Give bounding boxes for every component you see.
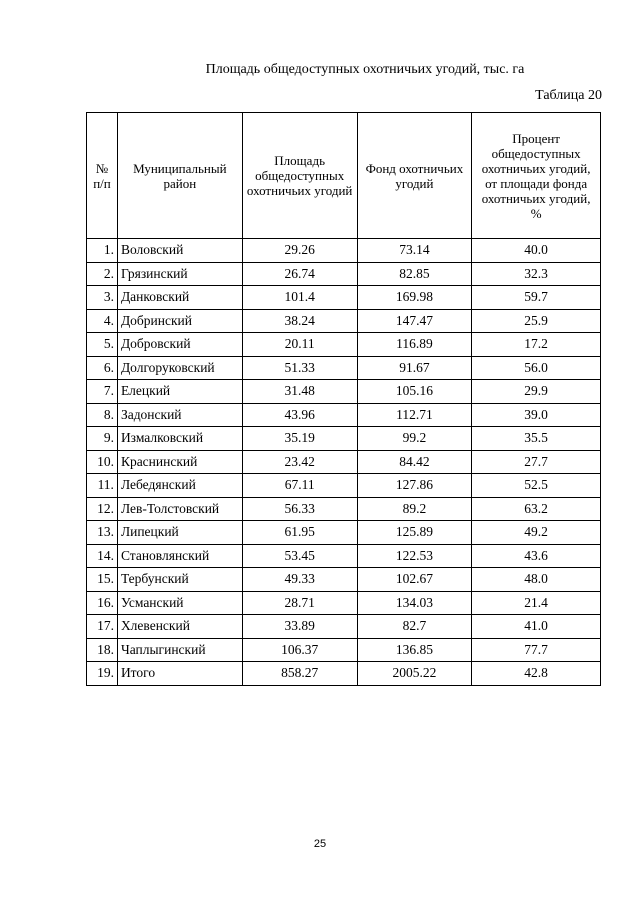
table-row (87, 521, 601, 545)
row-percent: 35.5 (472, 427, 601, 451)
header-district: Муниципальный район (117, 113, 242, 239)
table-body (87, 239, 601, 686)
row-area: 67.11 (242, 474, 357, 498)
row-fund: 2005.22 (357, 662, 472, 686)
row-area: 49.33 (242, 568, 357, 592)
hunting-grounds-table (86, 112, 601, 686)
row-percent: 59.7 (472, 286, 601, 310)
row-district: Лев-Толстовский (117, 497, 242, 521)
row-fund: 122.53 (357, 544, 472, 568)
table-row (87, 615, 601, 639)
table-row (87, 356, 601, 380)
row-number: 16. (87, 591, 118, 615)
row-district: Добровский (117, 333, 242, 357)
row-district: Усманский (117, 591, 242, 615)
row-fund: 105.16 (357, 380, 472, 404)
row-number: 7. (87, 380, 118, 404)
row-number: 9. (87, 427, 118, 451)
row-number: 5. (87, 333, 118, 357)
table-header-row (87, 113, 601, 239)
row-number: 13. (87, 521, 118, 545)
row-percent: 49.2 (472, 521, 601, 545)
row-fund: 147.47 (357, 309, 472, 333)
table-row (87, 239, 601, 263)
row-number: 3. (87, 286, 118, 310)
row-fund: 73.14 (357, 239, 472, 263)
row-area: 31.48 (242, 380, 357, 404)
row-fund: 102.67 (357, 568, 472, 592)
table-row (87, 286, 601, 310)
row-percent: 63.2 (472, 497, 601, 521)
header-fund: Фонд охотничьих угодий (357, 113, 472, 239)
row-area: 20.11 (242, 333, 357, 357)
row-fund: 89.2 (357, 497, 472, 521)
table-label: Таблица 20 (535, 88, 602, 103)
row-area: 26.74 (242, 262, 357, 286)
row-fund: 82.7 (357, 615, 472, 639)
table-row (87, 638, 601, 662)
row-percent: 21.4 (472, 591, 601, 615)
row-percent: 43.6 (472, 544, 601, 568)
row-district: Становлянский (117, 544, 242, 568)
row-number: 1. (87, 239, 118, 263)
row-percent: 77.7 (472, 638, 601, 662)
row-area: 35.19 (242, 427, 357, 451)
row-area: 106.37 (242, 638, 357, 662)
table-row (87, 403, 601, 427)
row-fund: 127.86 (357, 474, 472, 498)
row-district: Краснинский (117, 450, 242, 474)
row-district: Липецкий (117, 521, 242, 545)
row-number: 4. (87, 309, 118, 333)
table-row (87, 568, 601, 592)
row-fund: 84.42 (357, 450, 472, 474)
row-area: 33.89 (242, 615, 357, 639)
row-number: 12. (87, 497, 118, 521)
row-district: Чаплыгинский (117, 638, 242, 662)
row-area: 23.42 (242, 450, 357, 474)
row-number: 11. (87, 474, 118, 498)
row-district: Долгоруковский (117, 356, 242, 380)
row-percent: 52.5 (472, 474, 601, 498)
row-district: Воловский (117, 239, 242, 263)
row-number: 17. (87, 615, 118, 639)
row-number: 8. (87, 403, 118, 427)
table-row (87, 591, 601, 615)
row-fund: 99.2 (357, 427, 472, 451)
row-area: 29.26 (242, 239, 357, 263)
row-fund: 116.89 (357, 333, 472, 357)
row-district: Добринский (117, 309, 242, 333)
row-fund: 136.85 (357, 638, 472, 662)
row-number: 2. (87, 262, 118, 286)
row-area: 56.33 (242, 497, 357, 521)
row-percent: 27.7 (472, 450, 601, 474)
row-percent: 41.0 (472, 615, 601, 639)
row-number: 6. (87, 356, 118, 380)
row-area: 53.45 (242, 544, 357, 568)
table-row (87, 544, 601, 568)
table-row (87, 662, 601, 686)
row-district: Тербунский (117, 568, 242, 592)
header-area: Площадь общедоступных охотничьих угодий (242, 113, 357, 239)
row-percent: 32.3 (472, 262, 601, 286)
row-fund: 169.98 (357, 286, 472, 310)
row-percent: 48.0 (472, 568, 601, 592)
table-row (87, 497, 601, 521)
page-title (0, 62, 640, 78)
row-district: Хлевенский (117, 615, 242, 639)
row-percent: 56.0 (472, 356, 601, 380)
page-title-text: Площадь общедоступных охотничьих угодий, тыс. га (205, 62, 525, 77)
row-fund: 112.71 (357, 403, 472, 427)
row-area: 28.71 (242, 591, 357, 615)
row-percent: 40.0 (472, 239, 601, 263)
row-district: Лебедянский (117, 474, 242, 498)
row-percent: 25.9 (472, 309, 601, 333)
header-percent: Процент общедоступных охотничьих угодий, от площади фонда охотничьих угодий, % (472, 113, 601, 239)
row-number: 19. (87, 662, 118, 686)
row-area: 101.4 (242, 286, 357, 310)
row-district: Данковский (117, 286, 242, 310)
row-percent: 42.8 (472, 662, 601, 686)
row-percent: 29.9 (472, 380, 601, 404)
row-area: 43.96 (242, 403, 357, 427)
row-fund: 91.67 (357, 356, 472, 380)
row-area: 38.24 (242, 309, 357, 333)
row-district: Грязинский (117, 262, 242, 286)
row-district: Елецкий (117, 380, 242, 404)
page-number: 25 (313, 838, 327, 850)
row-number: 10. (87, 450, 118, 474)
table-row (87, 450, 601, 474)
table-row (87, 474, 601, 498)
row-district: Измалковский (117, 427, 242, 451)
table-row (87, 333, 601, 357)
table-row (87, 262, 601, 286)
row-area: 858.27 (242, 662, 357, 686)
table-row (87, 309, 601, 333)
header-num: № п/п (87, 113, 118, 239)
row-district: Итого (117, 662, 242, 686)
row-fund: 125.89 (357, 521, 472, 545)
row-fund: 82.85 (357, 262, 472, 286)
row-percent: 17.2 (472, 333, 601, 357)
row-number: 15. (87, 568, 118, 592)
row-fund: 134.03 (357, 591, 472, 615)
row-area: 61.95 (242, 521, 357, 545)
row-percent: 39.0 (472, 403, 601, 427)
row-area: 51.33 (242, 356, 357, 380)
row-district: Задонский (117, 403, 242, 427)
table-row (87, 427, 601, 451)
table-row (87, 380, 601, 404)
row-number: 14. (87, 544, 118, 568)
row-number: 18. (87, 638, 118, 662)
